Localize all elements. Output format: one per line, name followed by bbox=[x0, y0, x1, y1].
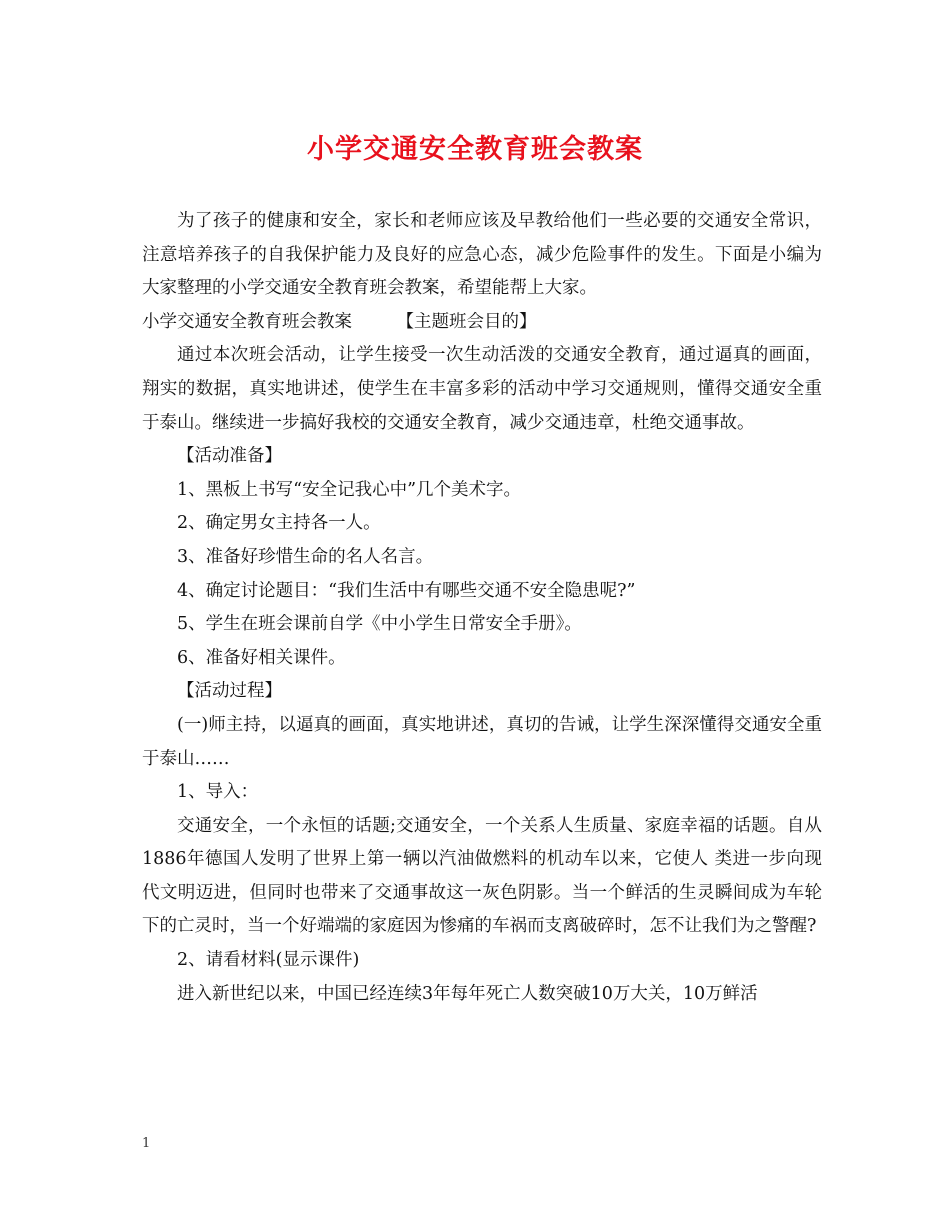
traffic-safety-paragraph: 交通安全，一个永恒的话题;交通安全，一个关系人生质量、家庭幸福的话题。自从1886年德国人发明了世界上第一辆以汽油做燃料的机动车以来，它使人 类进一步向现代文明迈进，但同时也带来了交通事故这一灰色阴影。当一个鲜活的生灵瞬间成为车轮下的亡灵时，当一个好端端的家庭因为惨痛的车祸而支离破碎时，怎不让我们为之警醒? bbox=[142, 815, 822, 937]
page-number: 1 bbox=[142, 1136, 151, 1151]
preparation-item-4: 4、确定讨论题目：“我们生活中有哪些交通不安全隐患呢?” bbox=[177, 580, 636, 601]
preparation-item-5: 5、学生在班会课前自学《中小学生日常安全手册》。 bbox=[177, 614, 582, 635]
preparation-item-6: 6、准备好相关课件。 bbox=[177, 647, 346, 668]
preparation-item-3: 3、准备好珍惜生命的名人名言。 bbox=[177, 546, 434, 567]
intro-step-label: 1、导入： bbox=[177, 782, 259, 803]
process-part-one: (一)师主持，以逼真的画面，真实地讲述，真切的告诫，让学生深深懂得交通安全重于泰山…… bbox=[142, 714, 822, 769]
document-body bbox=[142, 205, 822, 1011]
statistics-paragraph: 进入新世纪以来，中国已经连续3年每年死亡人数突破10万大关，10万鲜活 bbox=[177, 983, 758, 1004]
preparation-item-2: 2、确定男女主持各一人。 bbox=[177, 513, 381, 534]
objective-paragraph: 通过本次班会活动，让学生接受一次生动活泼的交通安全教育，通过逼真的画面，翔实的数据，真实地讲述，使学生在丰富多彩的活动中学习交通规则，懂得交通安全重于泰山。继续进一步搞好我校的交通安全教育，减少交通违章，杜绝交通事故。 bbox=[142, 345, 822, 433]
preparation-heading: 【活动准备】 bbox=[177, 446, 282, 467]
section-heading-line: 小学交通安全教育班会教案 【主题班会目的】 bbox=[142, 311, 537, 332]
preparation-item-1: 1、黑板上书写“安全记我心中”几个美术字。 bbox=[177, 479, 522, 500]
document-title: 小学交通安全教育班会教案 bbox=[307, 134, 643, 165]
material-step-label: 2、请看材料(显示课件) bbox=[177, 950, 360, 971]
process-heading: 【活动过程】 bbox=[177, 681, 282, 702]
intro-paragraph: 为了孩子的健康和安全，家长和老师应该及早教给他们一些必要的交通安全常识，注意培养孩子的自我保护能力及良好的应急心态，减少危险事件的发生。下面是小编为大家整理的小学交通安全教育班会教案，希望能帮上大家。 bbox=[142, 211, 822, 299]
